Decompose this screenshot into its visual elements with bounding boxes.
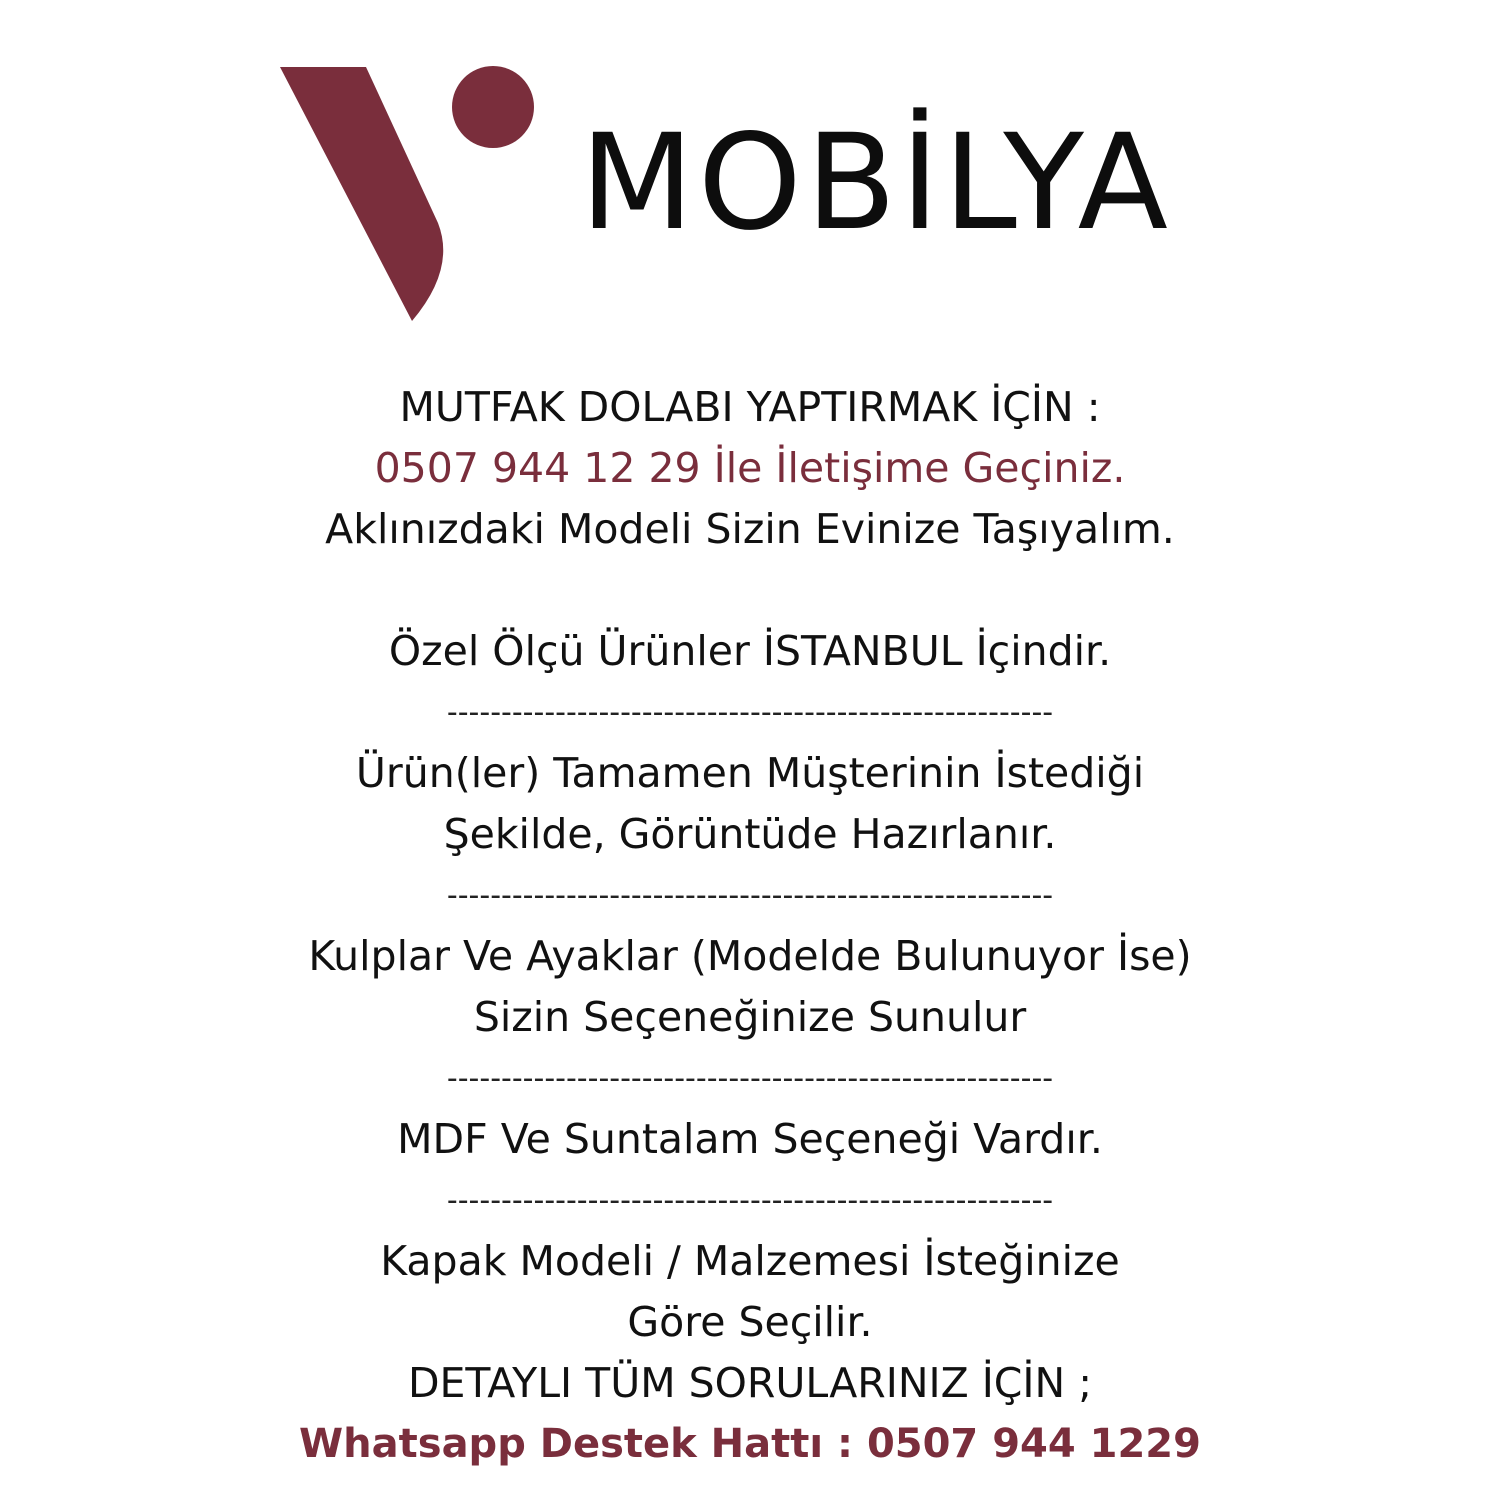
material-options-line: MDF Ve Suntalam Seçeneği Vardır. (397, 1115, 1103, 1163)
handles-line-1: Kulplar Ve Ayaklar (Modelde Bulunuyor İse) (308, 932, 1192, 980)
slogan-line: Aklınızdaki Modeli Sizin Evinize Taşıyalım. (325, 505, 1175, 553)
separator-line: -------------------------------------------------------- (446, 1061, 1054, 1096)
cover-model-line-2: Göre Seçilir. (627, 1298, 873, 1346)
info-text-block (0, 377, 1500, 1475)
whatsapp-support-line: Whatsapp Destek Hattı : 0507 944 1229 (299, 1421, 1201, 1467)
v-dot-logo-icon (270, 55, 560, 335)
spacer (0, 560, 1500, 621)
custom-product-line-1: Ürün(ler) Tamamen Müşterinin İstediği (355, 749, 1145, 797)
separator-line: -------------------------------------------------------- (446, 1183, 1054, 1218)
questions-line: DETAYLI TÜM SORULARINIZ İÇİN ; (407, 1359, 1093, 1407)
istanbul-note: Özel Ölçü Ürünler İSTANBUL İçindir. (388, 627, 1112, 675)
custom-product-line-2: Şekilde, Görüntüde Hazırlanır. (443, 810, 1057, 858)
handles-line-2: Sizin Seçeneğinize Sunulur (473, 993, 1027, 1041)
separator-line: -------------------------------------------------------- (446, 695, 1054, 730)
brand-name: MOBİLYA (580, 106, 1172, 260)
kitchen-cabinet-heading: MUTFAK DOLABI YAPTIRMAK İÇİN : (399, 383, 1101, 431)
logo-v-shape (280, 67, 443, 321)
logo-dot (452, 66, 534, 148)
contact-phone-line: 0507 944 12 29 İle İletişime Geçiniz. (374, 444, 1126, 492)
cover-model-line-1: Kapak Modeli / Malzemesi İsteğinize (380, 1237, 1120, 1285)
separator-line: -------------------------------------------------------- (446, 878, 1054, 913)
